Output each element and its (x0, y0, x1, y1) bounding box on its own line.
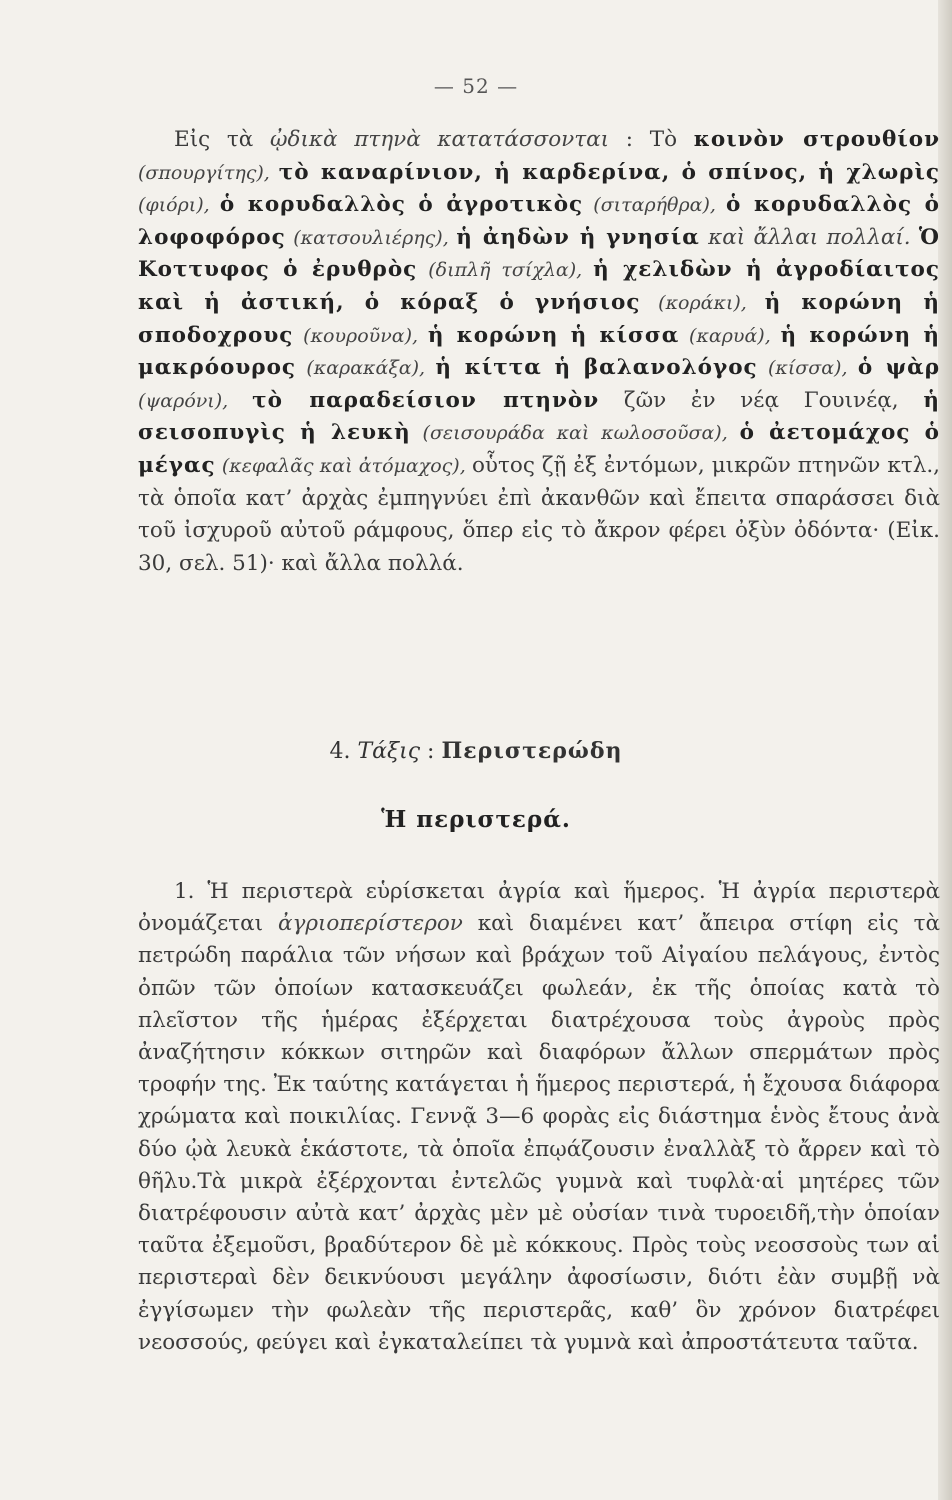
species-name: ὁ κορυδαλλὸς ὁ λοφοφόρος (138, 192, 940, 250)
species-name: ἡ ἀηδὼν ἡ γνησία (456, 224, 700, 250)
species-name: ἡ κορώνη ἡ σποδοχρους (138, 289, 940, 348)
common-name: (κεφαλᾶς καὶ ἀτόμαχος), (215, 454, 472, 477)
species-name: ἡ κορώνη ἡ κίσσα (427, 322, 680, 348)
species-name: τὸ παραδείσιον πτηνὸν (252, 387, 600, 413)
common-name: (σεισουράδα καὶ κωλοσοῦσα), (410, 422, 740, 445)
common-name: (καρακάξα), (296, 357, 436, 380)
common-name: (κατσουλιέρης), (285, 226, 457, 249)
text-run: καὶ ἄλλαι πολλαί. (699, 224, 919, 250)
section-heading (0, 738, 952, 764)
section-tag: Τάξις (357, 739, 421, 764)
subheading: Ἡ περιστερά. (381, 806, 571, 833)
text-run: 1. Ἡ περιστερὰ εὑρίσκεται ἀγρία καὶ ἥμερος. Ἡ ἀγρία περιστερὰ ὀνομάζεται (138, 879, 940, 937)
section-colon: : (420, 739, 442, 764)
species-name: Ὁ Κοττυφος ὁ ἐρυθρὸς (138, 224, 941, 283)
species-name: ὁ ἀετομάχος ὁ μέγας (138, 420, 940, 478)
text-run: καὶ διαμένει κατ’ ἄπειρα στίφη εἰς τὰ πετρώδη παράλια τῶν νήσων καὶ βράχων τοῦ Αἰγαίου πελάγους, ἐντὸς ὀπῶν τῶν ὁποίων κατασκευάζει φωλεάν, ἐκ τῆς ὁποίας κατὰ τὸ πλεῖστον τῆς ἡμέρας ἐξέρχεται διατρέχουσα τοὺς ἀγροὺς πρὸς ἀναζήτησιν κόκκων σιτηρῶν καὶ διαφόρων ἄλλων σπερμάτων πρὸς τροφήν της. Ἐκ ταύτης κατάγεται ἡ ἥμερος περιστερά, ἡ ἔχουσα διάφορα χρώματα καὶ ποικιλίας. Γεννᾷ 3—6 φορὰς εἰς διάστημα ἑνὸς ἔτους ἀνὰ δύο ᾠὰ λευκὰ ἑκάστοτε, τὰ ὁποῖα ἐπῳάζουσιν ἐναλλὰξ τὸ ἄρρεν καὶ τὸ θῆλυ.Τὰ μικρὰ ἐξέρχονται ἐντελῶς γυμνὰ καὶ τυφλὰ·αἱ μητέρες τῶν διατρέφουσιν αὐτὰ κατ’ ἀρχὰς μὲν μὲ οὐσίαν τινὰ τυροειδῆ,τὴν ὁποίαν ταῦτα ἐξεμοῦσι, βραδύτερον δὲ μὲ κόκκους. Πρὸς τοὺς νεοσσοὺς των αἱ περιστεραὶ δὲν δεικνύουσι μεγάλην ἀφοσίωσιν, διότι ἐὰν συμβῇ νὰ ἐγγίσωμεν τὴν φωλεὰν τῆς περιστερᾶς, καθ’ ὃν χρόνον διατρέφει νεοσσούς, φεύγει καὶ ἐγκαταλείπει τὰ γυμνὰ καὶ ἀπροστάτευτα ταῦτα. (138, 911, 941, 1355)
species-name: ἡ χελιδὼν ἡ ἀγροδίαιτος καὶ ἡ ἀστική, ὁ κόραξ ὁ γνήσιος (138, 257, 940, 315)
species-name: ὁ ψὰρ (857, 355, 940, 381)
common-name: (φιόρι), (138, 194, 220, 217)
text-run-italic: ἀγριοπερίστερον (277, 911, 463, 937)
common-name: (κουροῦνα), (293, 324, 428, 347)
species-name: τὸ καναρίνιον, ἡ καρδερίνα, ὁ σπίνος, ἡ χλωρὶς (278, 159, 940, 185)
species-name: ἡ κίττα ἡ βαλανολόγος (435, 355, 758, 381)
species-name: ὁ κορυδαλλὸς ὁ ἀγροτικὸς (219, 192, 584, 218)
common-name: (σπουργίτης), (138, 161, 279, 184)
paragraph-songbirds (138, 124, 940, 580)
text-run-italic: ᾠδικὰ πτηνὰ κατατάσσονται (270, 127, 610, 152)
common-name: (διπλῆ τσίχλα), (417, 259, 594, 282)
common-name: (σιταρήθρα), (583, 194, 727, 217)
text-run: οὗτος ζῇ ἐξ ἐντόμων, μικρῶν πτηνῶν κτλ., τὰ ὁποῖα κατ’ ἀρχὰς ἐμπηγνύει ἐπὶ ἀκανθῶν καὶ ἔπειτα σπαράσσει διὰ τοῦ ἰσχυροῦ αὐτοῦ ράμφους, ὅπερ εἰς τὸ ἄκρον φέρει ὀξὺν ὀδόντα· (Εἰκ. 30, σελ. 51)· καὶ ἄλλα πολλά. (138, 452, 941, 576)
common-name: (καρυά), (679, 324, 781, 347)
species-name: ἡ σεισοπυγὶς ἡ λευκὴ (138, 387, 940, 446)
text-run: ζῶν ἐν νέᾳ Γουινέᾳ, (599, 387, 924, 413)
section-number: 4. (329, 739, 351, 764)
section-name: Περιστερώδη (441, 738, 623, 764)
common-name: (κοράκι), (640, 291, 765, 314)
page-number: — 52 — (433, 74, 519, 98)
species-name: ἡ κορώνη ἡ μακρόουρος (138, 322, 940, 381)
common-name: (κίσσα), (757, 357, 858, 380)
species-name: κοινὸν στρουθίον (693, 127, 941, 152)
text-run: Εἰς τὰ (174, 127, 270, 152)
common-name: (ψαρόνι), (138, 389, 253, 412)
text-run: : Τὸ (609, 127, 694, 152)
paragraph-pigeon (138, 876, 940, 1359)
